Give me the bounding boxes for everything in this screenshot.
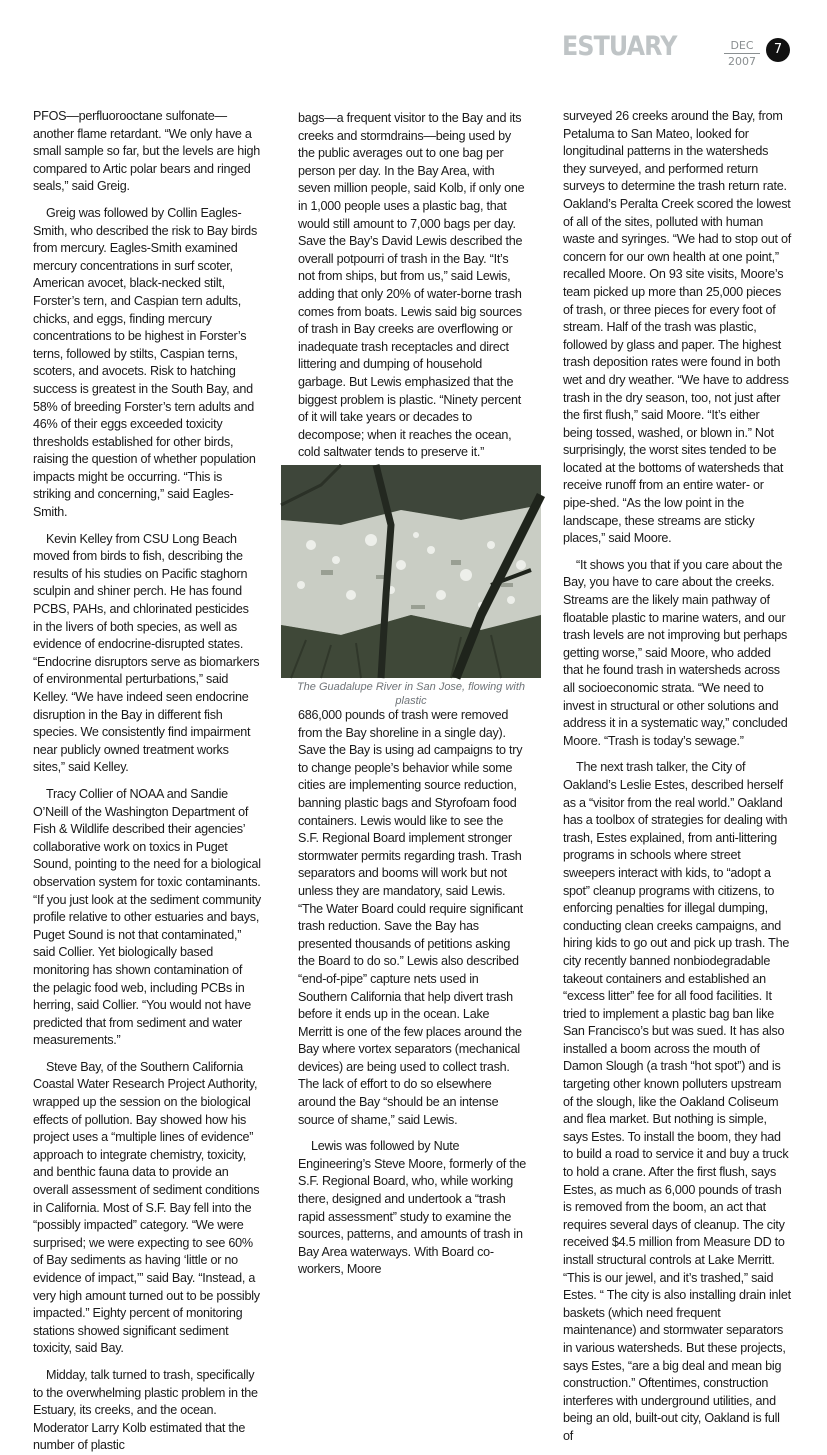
paragraph: Midday, talk turned to trash, specifically to the overwhelming plastic problem in the Estuary, its creeks, and the ocean. Moderator Larry Kolb estimated that the number of plastic — [33, 1367, 258, 1453]
paragraph: Greig was followed by Collin Eagles-Smith, who described the risk to Bay birds from mercury. Eagles-Smith examined mercury concentrations in surf scoter, American avocet, black-necked stilt, Forster’s tern, and Caspian tern adults, chicks, and eggs, finding mercury concentrations to be highest in Forster’s terns, followed by stilts, Caspian terns, scoters, and avocets. Risk to hatching success is greatest in the South Bay, and 58% of breeding Forster’s tern adults and 46% of their eggs exceeded toxicity thresholds established for other birds, raising the question of whether population impacts might be occurring. “This is striking and concerning,” said Eagles-Smith. — [33, 205, 257, 520]
paragraph: Tracy Collier of NOAA and Sandie O’Neill of the Washington Department of Fish & Wildlife described their agencies’ collaborative work on toxics in Puget Sound, pointing to the need for a biological observation system for toxic contaminants. “If you just look at the sediment community profile relative to other estuaries and bays, Puget Sound is not that contaminated,” said Collier. Yet biologically based monitoring has shown contamination of the pelagic food web, including PCBs in herring, said Collier. “You would not have predicted that from sediment and water measurements.” — [33, 786, 261, 1048]
issue-month: DEC — [730, 39, 754, 52]
paragraph: Kevin Kelley from CSU Long Beach moved from birds to fish, describing the results of his studies on Pacific staghorn sculpin and shiner perch. He has found PCBS, PAHs, and chlorinated pesticides in the livers of both species, as well as evidence of endocrine-disrupted states. “Endocrine disruptors serve as biomarkers of environmental perturbations,” said Kelley. “We have indeed seen endocrine disruption in the Bay in different fish species. We consistently find impairment near publicly owned treatment works sites,” said Kelley. — [33, 531, 260, 775]
paragraph: 686,000 pounds of trash were removed from the Bay shoreline in a single day). Save the Bay is using ad campaigns to try to change people’s behavior while some cities are implementing source reduction, banning plastic bags and Styrofoam food containers. Lewis would like to see the S.F. Regional Board implement stronger stormwater permits regarding trash. Trash separators and booms will work but not unless they are mandatory, said Lewis. “The Water Board could require significant trash reduction. Save the Bay has presented thousands of petitions asking the Board to do so.” Lewis also described “end-of-pipe” capture nets used in Southern California that help divert trash before it ends up in the ocean. Lake Merritt is one of the few places around the Bay where vortex separators (mechanical devices) are being used to collect trash. The lack of effort to do so elsewhere around the Bay “should be an intense source of shame,” said Lewis. — [298, 708, 523, 1127]
issue-year: 2007 — [728, 55, 756, 68]
paragraph: “It shows you that if you care about the Bay, you have to care about the creeks. Streams are the likely main pathway of floatable plastic to marine waters, and our trash levels are not improving but perhaps getting worse,” said Moore, who added that he found trash in watersheds across all socioeconomic strata. “We need to invest in structural or other solutions and address it in a systematic way,” concluded Moore. “Trash is today’s sewage.” — [563, 557, 788, 748]
issue-date — [722, 39, 762, 69]
article-column-1 — [33, 108, 261, 1455]
article-column-3 — [563, 108, 791, 1446]
paragraph: bags—a frequent visitor to the Bay and its creeks and stormdrains—being used by the public averages out to one bag per person per day. In the Bay Area, with seven million people, said Kolb, if only one in 1,000 people uses a plastic bag, that would still amount to 7,000 bags per day. Save the Bay’s David Lewis described the overall potpourri of trash in the Bay. “It’s not from ships, but from us,” said Lewis, adding that only 20% of water-borne trash comes from boats. Lewis said big sources of trash in Bay creeks are overflowing or inadequate trash receptacles and direct littering and dumping of household garbage. But Lewis emphasized that the biggest problem is plastic. “Ninety percent of it will take years or decades to decompose; when it reaches the ocean, cold saltwater tends to preserve it.” — [298, 111, 525, 460]
paragraph: surveyed 26 creeks around the Bay, from Petaluma to San Mateo, looked for longitudinal patterns in the watersheds they surveyed, and performed return surveys to determine the trash return rate. Oakland’s Peralta Creek scored the lowest of all of the sites, polluted with human waste and syringes. “We had to stop out of concern for our own health at one point,” recalled Moore. On 93 site visits, Moore’s team picked up more than 25,000 pieces of trash, or three pieces for every foot of stream. Half of the trash was plastic, followed by glass and paper. The highest trash deposition rates were found in both wet and dry weather. “We have to address trash in the dry season, too, not just after the first flush,” said Moore. “It’s either being tossed, washed, or blown in.” Not surprisingly, the worst sites tended to be located at the bottoms of watersheds that receive runoff from an entire water- or pipe-shed. “As the low point in the landscape, these streams are sticky places,” said Moore. — [563, 109, 791, 546]
river-photo — [281, 465, 541, 678]
paragraph: PFOS—perfluorooctane sulfonate—another flame retardant. “We only have a small sample so far, but the levels are high compared to Artic polar bears and ringed seals,” said Greig. — [33, 109, 261, 194]
paragraph: Steve Bay, of the Southern California Coastal Water Research Project Authority, wrapped up the session on the biological effects of pollution. Bay showed how his project uses a “multiple lines of evidence” approach to integrate chemistry, toxicity, and benthic fauna data to provide an overall assessment of sediment conditions in California. Most of S.F. Bay fell into the “possibly impacted” category. “We were surprised; we were expecting to see 60% of Bay sediments as having ‘little or no evidence of impact,’” said Bay. “Instead, a very high amount turned out to be possibly impacted.” Eighty percent of monitoring stations showed significant sediment toxicity, said Bay. — [33, 1059, 260, 1356]
page-number: 7 — [766, 38, 790, 62]
photo-caption: The Guadalupe River in San Jose, flowing with plastic — [296, 681, 526, 707]
paragraph: Lewis was followed by Nute Engineering’s Steve Moore, formerly of the S.F. Regional Board, who, while working there, designed and undertook a “trash rapid assessment” study to examine the sources, patterns, and amounts of trash in Bay Area waterways. With Board co-workers, Moore — [298, 1139, 526, 1277]
date-divider — [724, 53, 760, 54]
page-header — [0, 0, 827, 80]
article-column-2-bottom — [298, 707, 526, 1279]
masthead-logo: ESTUARY — [562, 31, 677, 62]
river-photo-illustration — [281, 465, 541, 678]
paragraph: The next trash talker, the City of Oakland’s Leslie Estes, described herself as a “visitor from the real world.” Oakland has a toolbox of strategies for dealing with trash, Estes explained, from anti-littering programs in schools where street sweepers interact with kids, to “adopt a spot” cleanup programs with citizens, to enforcing penalties for illegal dumping, conducting clean creeks campaigns, and hiring kids to go out and pick up trash. The city recently banned nonbiodegradable takeout containers and established an “excess litter” fee for all food facilities. It tried to implement a plastic bag ban like San Francisco’s but was sued. It has also installed a boom across the mouth of Damon Slough (a trash “hot spot”) and is targeting other known polluters upstream of the slough, like the Oakland Coliseum and flea market. But nothing is simple, says Estes. To install the boom, they had to build a road to service it and buy a truck to hold a crane. After the first flush, says Estes, as much as 6,000 pounds of trash is removed from the boom, an act that requires several days of cleanup. The city received $4.5 million from Measure DD to install structural controls at Lake Merritt. “This is our jewel, and it’s trashed,” said Estes. “ The city is also installing drain inlet baskets (which need frequent maintenance) and stormwater separators in various watersheds. But these projects, says Estes, “are a big deal and mean big construction.” Oftentimes, construction interferes with underground utilities, and being an old, built-out city, Oakland is full of — [563, 760, 791, 1443]
